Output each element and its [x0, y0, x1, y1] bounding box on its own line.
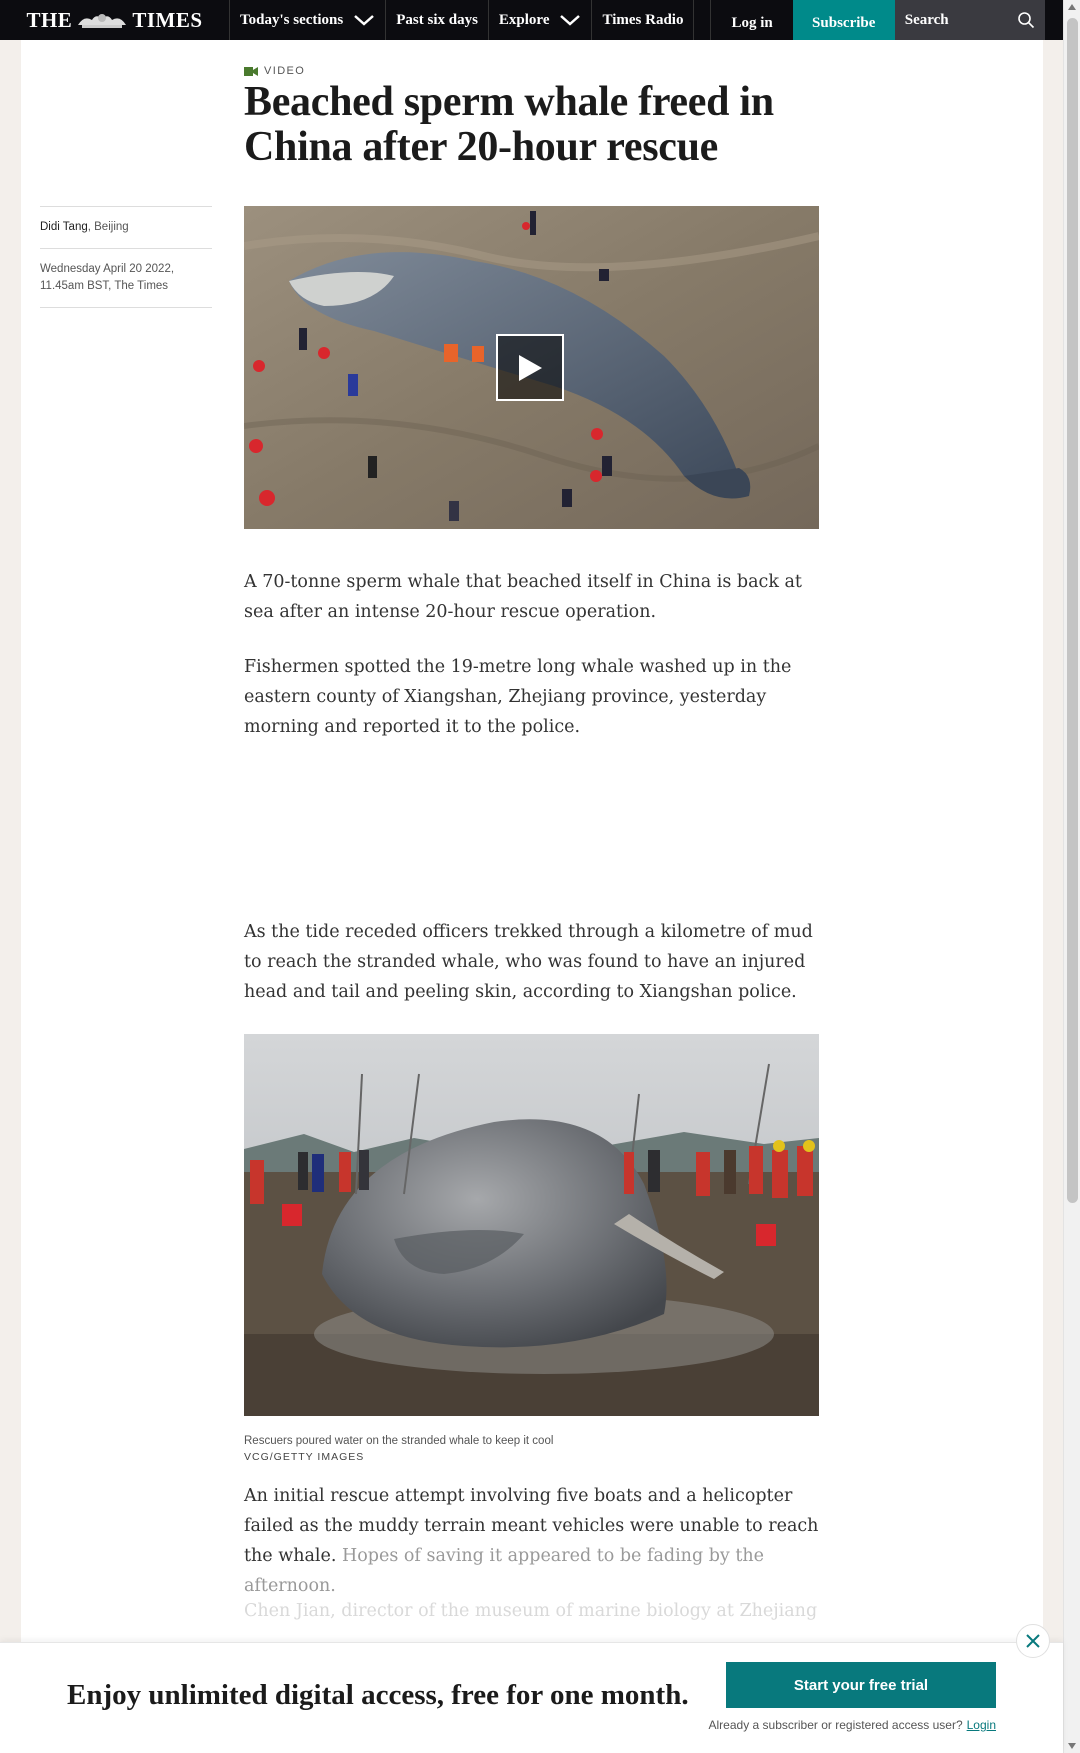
times-logo[interactable]: [0, 0, 230, 40]
start-free-trial-button[interactable]: Start your free trial: [726, 1662, 996, 1708]
close-icon: [1026, 1634, 1040, 1648]
paragraph-4-faded-text: Hopes of saving it appeared to be fading by the afternoon.: [244, 1546, 765, 1596]
article-paragraph-1: A 70-tonne sperm whale that beached itself in China is back at sea after an intense 20-hour rescue operation.: [244, 572, 802, 622]
logo-text-times: TIMES: [132, 7, 203, 32]
article-page: [21, 40, 1043, 1753]
photo-credit: VCG/GETTY IMAGES: [244, 1451, 365, 1463]
banner-headline: Enjoy unlimited digital access, free for one month.: [67, 1679, 689, 1711]
play-icon: [517, 354, 543, 382]
vertical-scrollbar[interactable]: [1063, 0, 1080, 1753]
crest-icon: [76, 11, 128, 29]
close-banner-button[interactable]: [1016, 1624, 1050, 1658]
scroll-down-icon[interactable]: [1068, 1743, 1076, 1749]
play-button[interactable]: [496, 334, 564, 401]
nav-divider: [694, 0, 711, 40]
article-headline: Beached sperm whale freed in China after 20-hour rescue: [244, 79, 774, 170]
article-paragraph-3: As the tide receded officers trekked through a kilometre of mud to reach the stranded whale, who was found to have an injured head and tail and peeling skin, according to Xiangshan police.: [244, 922, 813, 1002]
login-link[interactable]: Login: [966, 1718, 996, 1732]
nav-todays-sections[interactable]: [230, 0, 386, 40]
article-photo: [244, 1034, 819, 1416]
whale-photo: [244, 1034, 819, 1416]
photo-caption-block: [244, 1433, 819, 1465]
author-location: , Beijing: [87, 221, 129, 233]
nav-todays-sections-label: Today's sections: [240, 11, 344, 28]
login-button[interactable]: Log in: [731, 15, 773, 31]
top-navigation: [0, 0, 1063, 40]
article-paragraph-4: [244, 1481, 819, 1601]
author-link[interactable]: Didi Tang: [40, 221, 88, 233]
publish-date: Wednesday April 20 2022,: [40, 263, 175, 275]
nav-explore[interactable]: [489, 0, 593, 40]
article-paragraph-2: Fishermen spotted the 19-metre long whale washed up in the eastern county of Xiangshan, Zhejiang province, yesterday morning and reported it to the police.: [244, 657, 792, 737]
search-icon: [1017, 11, 1035, 29]
subscribe-button[interactable]: Subscribe: [793, 0, 895, 40]
paragraph-4-text: An initial rescue attempt involving five boats and a helicopter failed as the muddy terrain meant vehicles were unable to reach the whale.: [244, 1486, 819, 1566]
nav-past-six-days-label: Past six days: [396, 11, 478, 28]
nav-times-radio-label: Times Radio: [602, 11, 684, 28]
video-camera-icon: [244, 67, 258, 76]
article-paragraph-5: Chen Jian, director of the museum of marine biology at Zhejiang: [244, 1601, 818, 1621]
subscriber-login-text: [700, 1718, 996, 1732]
nav-past-six-days[interactable]: [386, 0, 489, 40]
chevron-down-icon: [559, 13, 581, 27]
byline-date-row: [40, 248, 212, 308]
publish-time-source: 11.45am BST, The Times: [40, 280, 169, 292]
subscriber-prompt: Already a subscriber or registered access user?: [708, 1718, 963, 1732]
logo-text-the: THE: [26, 7, 73, 32]
scroll-up-icon[interactable]: [1068, 4, 1076, 10]
nav-explore-label: Explore: [498, 11, 550, 28]
scroll-thumb[interactable]: [1067, 18, 1078, 1203]
search-label: Search: [904, 11, 949, 28]
byline: [40, 206, 212, 308]
video-kicker: [244, 64, 819, 78]
chevron-down-icon: [353, 13, 375, 27]
kicker-label: VIDEO: [264, 65, 306, 77]
search-button[interactable]: [895, 0, 1045, 40]
nav-times-radio[interactable]: [592, 0, 694, 40]
photo-caption: Rescuers poured water on the stranded whale to keep it cool: [244, 1435, 554, 1447]
video-player[interactable]: [244, 206, 819, 529]
byline-author-row: [40, 206, 212, 248]
subscription-banner: [0, 1642, 1063, 1753]
